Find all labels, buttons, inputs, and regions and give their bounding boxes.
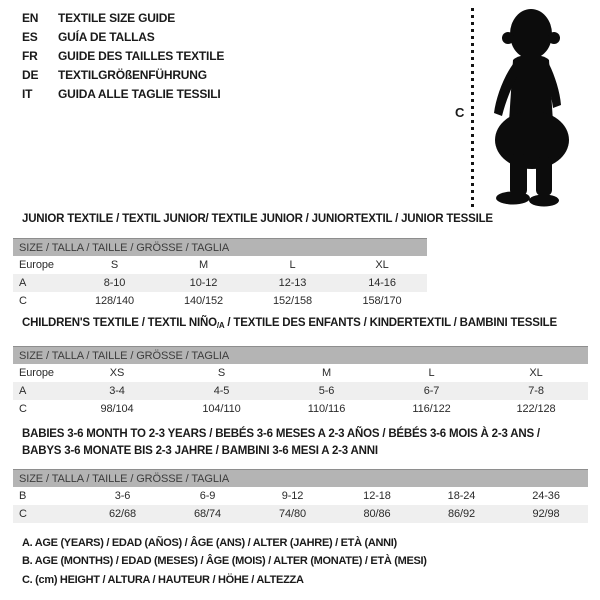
row-label: Europe — [19, 259, 54, 271]
size-header-label: SIZE / TALLA / TAILLE / GRÖSSE / TAGLIA — [13, 470, 588, 488]
size-value: 7-8 — [528, 385, 544, 397]
size-value: 62/68 — [108, 508, 137, 520]
row-label: C — [19, 295, 27, 307]
size-value: M — [198, 259, 209, 271]
language-row — [22, 66, 224, 85]
size-value: 18-24 — [447, 490, 476, 502]
language-code: DE — [22, 68, 39, 82]
table-row — [13, 364, 588, 382]
note-age-months: B. AGE (MONTHS) / EDAD (MESES) / ÂGE (MOIS) / ALTER (MONATE) / ETÀ (MESI) — [22, 555, 427, 568]
table-header-row — [13, 470, 588, 488]
size-value: 92/98 — [532, 508, 560, 520]
note-age-years: A. AGE (YEARS) / EDAD (AÑOS) / ÂGE (ANS) / ALTER (JAHRE) / ETÀ (ANNI) — [22, 537, 397, 549]
size-value: 10-12 — [189, 277, 218, 289]
size-value: 12-13 — [278, 277, 307, 289]
heading-text: / TEXTILE DES ENFANTS / KINDERTEXTIL / BAMBINI TESSILE — [224, 317, 557, 329]
table-row — [13, 400, 588, 418]
language-title: GUIDA ALLE TAGLIE TESSILI — [58, 87, 221, 101]
language-row — [22, 85, 224, 104]
size-value: M — [321, 367, 332, 379]
row-label: A — [19, 277, 27, 289]
size-value: XS — [109, 367, 125, 379]
size-value: S — [217, 367, 226, 379]
size-value: 104/110 — [202, 403, 241, 415]
children-section-heading — [22, 317, 557, 330]
size-value: 8-10 — [103, 277, 126, 289]
size-value: XL — [375, 259, 389, 271]
size-value: 74/80 — [278, 508, 307, 520]
heading-text: CHILDREN'S TEXTILE / TEXTIL NIÑO — [22, 317, 217, 329]
size-value: 122/128 — [516, 403, 556, 415]
note-height: C. (cm) HEIGHT / ALTURA / HAUTEUR / HÖHE / ALTEZZA — [22, 573, 304, 586]
height-reference-dashed-line — [471, 8, 474, 208]
language-title-block — [22, 9, 224, 104]
height-measure-label: C — [455, 105, 465, 120]
size-value: 86/92 — [447, 508, 476, 520]
row-label: B — [19, 490, 27, 502]
size-value: 12-18 — [363, 490, 391, 502]
language-row — [22, 28, 224, 47]
size-value: 68/74 — [193, 508, 222, 520]
size-value: 140/152 — [183, 295, 224, 307]
language-code: EN — [22, 11, 39, 25]
heading-subscript: /A — [216, 321, 225, 330]
language-title: GUIDE DES TAILLES TEXTILE — [58, 49, 225, 63]
size-value: 158/170 — [362, 295, 402, 307]
row-label: C — [19, 508, 27, 520]
size-value: 5-6 — [318, 385, 335, 397]
size-value: 4-5 — [213, 385, 230, 397]
table-row — [13, 487, 588, 505]
junior-size-table — [13, 238, 427, 310]
language-title: TEXTILE SIZE GUIDE — [58, 11, 176, 25]
row-label: Europe — [19, 367, 54, 379]
row-label: A — [19, 385, 27, 397]
language-code: FR — [22, 49, 38, 63]
children-size-table — [13, 346, 588, 418]
language-code: ES — [22, 30, 38, 44]
size-value: 24-36 — [532, 490, 560, 502]
heading-line: BABIES 3-6 MONTH TO 2-3 YEARS / BEBÉS 3-6 MESES A 2-3 AÑOS / BÉBÉS 3-6 MOIS À 2-3 ANS / — [22, 428, 540, 440]
size-value: 98/104 — [100, 403, 134, 415]
size-value: 80/86 — [363, 508, 391, 520]
language-title: GUÍA DE TALLAS — [58, 30, 155, 44]
language-title: TEXTILGRÖßENFÜHRUNG — [58, 68, 207, 82]
size-value: S — [110, 259, 119, 271]
table-row — [13, 274, 427, 292]
size-value: 3-4 — [109, 385, 125, 397]
language-code: IT — [22, 87, 33, 101]
language-row — [22, 9, 224, 28]
junior-section-heading: JUNIOR TEXTILE / TEXTIL JUNIOR/ TEXTILE JUNIOR / JUNIORTEXTIL / JUNIOR TESSILE — [22, 213, 493, 225]
table-row — [13, 505, 588, 523]
table-row — [13, 256, 427, 274]
size-header-label: SIZE / TALLA / TAILLE / GRÖSSE / TAGLIA — [13, 347, 588, 365]
table-row — [13, 382, 588, 400]
size-value: 128/140 — [94, 295, 135, 307]
size-value: L — [428, 367, 435, 379]
table-header-row — [13, 347, 588, 365]
size-value: 6-9 — [199, 490, 216, 502]
size-value: 110/116 — [307, 403, 346, 415]
size-value: XL — [529, 367, 543, 379]
baby-silhouette-icon — [487, 4, 589, 207]
language-row — [22, 47, 224, 66]
legend-notes — [22, 534, 427, 589]
size-value: 152/158 — [272, 295, 313, 307]
table-row — [13, 292, 427, 310]
size-value: 3-6 — [114, 490, 131, 502]
row-label: C — [19, 403, 27, 415]
size-value: 9-12 — [281, 490, 304, 502]
size-value: L — [289, 259, 296, 271]
babies-size-table — [13, 469, 588, 523]
size-value: 6-7 — [423, 385, 440, 397]
size-header-label: SIZE / TALLA / TAILLE / GRÖSSE / TAGLIA — [13, 239, 427, 257]
babies-section-heading — [22, 426, 540, 460]
size-value: 14-16 — [368, 277, 396, 289]
size-value: 116/122 — [412, 403, 451, 415]
heading-line: BABYS 3-6 MONATE BIS 2-3 JAHRE / BAMBINI 3-6 MESI A 2-3 ANNI — [22, 445, 378, 457]
table-header-row — [13, 239, 427, 257]
